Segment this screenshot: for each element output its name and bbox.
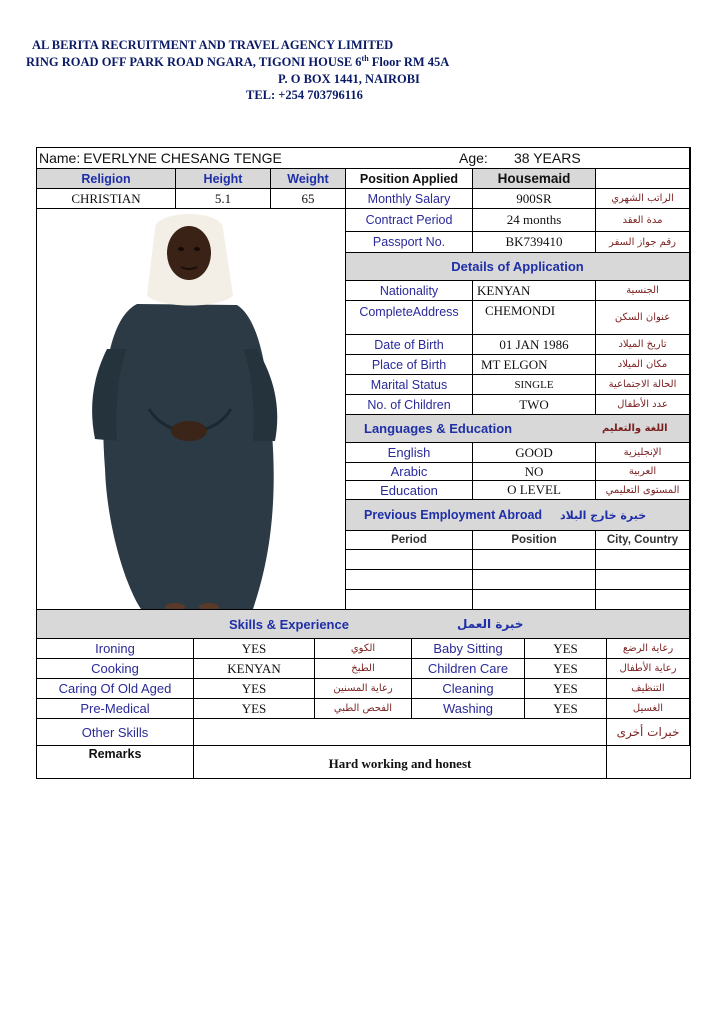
monthly-salary-label: Monthly Salary (346, 189, 473, 209)
remarks-value: Hard working and honest (194, 746, 607, 778)
monthly-salary-value: 900SR (473, 189, 596, 209)
remarks-blank (607, 746, 690, 778)
address-label: CompleteAddress (346, 301, 473, 335)
employment-row-3-city (596, 590, 690, 610)
skill-premedical-value: YES (194, 699, 315, 719)
passport-value: BK739410 (473, 232, 596, 253)
dob-value: 01 JAN 1986 (473, 335, 596, 355)
pob-value: MT ELGON (473, 355, 596, 375)
employment-period-header: Period (346, 531, 473, 550)
application-form (36, 147, 691, 779)
candidate-name: EVERLYNE CHESANG TENGE (83, 150, 282, 166)
skill-premedical-label: Pre-Medical (37, 699, 194, 719)
candidate-photo (37, 209, 346, 610)
religion-value: CHRISTIAN (37, 189, 176, 209)
marital-status-value: SINGLE (473, 375, 596, 395)
position-applied-value: Housemaid (473, 169, 596, 189)
skill-washing-value: YES (525, 699, 607, 719)
skill-cleaning-value: YES (525, 679, 607, 699)
languages-title-arabic: اللغة والتعليم (602, 423, 668, 434)
skill-childcare-label: Children Care (412, 659, 525, 679)
remarks-label: Remarks (37, 746, 194, 778)
nationality-value: KENYAN (473, 281, 596, 301)
pob-label: Place of Birth (346, 355, 473, 375)
nationality-label: Nationality (346, 281, 473, 301)
employment-title-arabic: خبرة خارج البلاد (560, 508, 647, 522)
skill-eldercare-value: YES (194, 679, 315, 699)
skills-title-text: Skills & Experience (229, 616, 349, 632)
agency-address (26, 55, 449, 70)
contract-period-value: 24 months (473, 209, 596, 232)
address-sup: th (361, 53, 369, 63)
other-skills-label: Other Skills (37, 719, 194, 746)
skill-washing-label: Washing (412, 699, 525, 719)
children-arabic: عدد الأطفال (596, 395, 690, 415)
skills-title-arabic: خبرة العمل (457, 617, 524, 631)
skill-eldercare-label: Caring Of Old Aged (37, 679, 194, 699)
employment-row-3-position (473, 590, 596, 610)
education-label: Education (346, 481, 473, 500)
skill-cleaning-arabic: التنظيف (607, 679, 690, 699)
education-arabic: المستوى التعليمي (596, 481, 690, 500)
person-image (37, 209, 346, 610)
name-label: Name: (39, 150, 81, 166)
skill-ironing-label: Ironing (37, 639, 194, 659)
height-value: 5.1 (176, 189, 271, 209)
address-arabic: عنوان السكن (596, 301, 690, 335)
skill-babysitting-label: Baby Sitting (412, 639, 525, 659)
dob-arabic: تاريخ الميلاد (596, 335, 690, 355)
address-value: CHEMONDI (473, 301, 596, 335)
nationality-arabic: الجنسية (596, 281, 690, 301)
contract-period-arabic: مدة العقد (596, 209, 690, 232)
agency-name: AL BERITA RECRUITMENT AND TRAVEL AGENCY LIMITED (32, 38, 394, 52)
english-arabic: الإنجليزية (596, 443, 690, 463)
monthly-salary-arabic: الراتب الشهري (596, 189, 690, 209)
skill-cooking-arabic: الطبخ (315, 659, 412, 679)
contract-period-label: Contract Period (346, 209, 473, 232)
english-value: GOOD (473, 443, 596, 463)
employment-row-3-period (346, 590, 473, 610)
employment-section-title (346, 500, 690, 531)
address-text: RING ROAD OFF PARK ROAD NGARA, TIGONI HOUSE 6 (26, 55, 362, 69)
passport-arabic: رقم جواز السفر (596, 232, 690, 253)
arabic-value: NO (473, 463, 596, 481)
marital-status-label: Marital Status (346, 375, 473, 395)
skill-premedical-arabic: الفحص الطبي (315, 699, 412, 719)
position-blank (596, 169, 690, 189)
skill-childcare-value: YES (525, 659, 607, 679)
other-skills-value (194, 719, 607, 746)
employment-row-2-position (473, 570, 596, 590)
employment-row-2-city (596, 570, 690, 590)
height-header: Height (176, 169, 271, 189)
employment-title-text: Previous Employment Abroad (364, 508, 543, 522)
skill-babysitting-value: YES (525, 639, 607, 659)
weight-header: Weight (271, 169, 346, 189)
languages-title-text: Languages & Education (364, 421, 513, 436)
religion-header: Religion (37, 169, 176, 189)
skill-ironing-arabic: الكوي (315, 639, 412, 659)
employment-row-2-period (346, 570, 473, 590)
weight-value: 65 (271, 189, 346, 209)
skill-childcare-arabic: رعاية الأطفال (607, 659, 690, 679)
skill-washing-arabic: الغسيل (607, 699, 690, 719)
skill-ironing-value: YES (194, 639, 315, 659)
languages-section-title (346, 415, 690, 443)
arabic-arabic: العربية (596, 463, 690, 481)
skill-eldercare-arabic: رعاية المسنين (315, 679, 412, 699)
marital-status-arabic: الحالة الاجتماعية (596, 375, 690, 395)
employment-position-header: Position (473, 531, 596, 550)
candidate-age: 38 YEARS (514, 150, 581, 166)
skill-babysitting-arabic: رعاية الرضع (607, 639, 690, 659)
pob-arabic: مكان الميلاد (596, 355, 690, 375)
employment-city-header: City, Country (596, 531, 690, 550)
employment-row-1-city (596, 550, 690, 570)
education-value: O LEVEL (473, 481, 596, 500)
skill-cooking-label: Cooking (37, 659, 194, 679)
details-section-title: Details of Application (346, 253, 690, 281)
arabic-label: Arabic (346, 463, 473, 481)
passport-label: Passport No. (346, 232, 473, 253)
english-label: English (346, 443, 473, 463)
other-skills-arabic: خبرات أخرى (607, 719, 690, 746)
children-value: TWO (473, 395, 596, 415)
address-text-end: Floor RM 45A (368, 55, 450, 69)
agency-tel: TEL: +254 703796116 (246, 88, 363, 102)
dob-label: Date of Birth (346, 335, 473, 355)
skills-section-title (37, 610, 690, 639)
name-row (37, 148, 690, 169)
children-label: No. of Children (346, 395, 473, 415)
age-label: Age: (459, 150, 488, 166)
employment-row-1-period (346, 550, 473, 570)
position-applied-label: Position Applied (346, 169, 473, 189)
skill-cooking-value: KENYAN (194, 659, 315, 679)
skill-cleaning-label: Cleaning (412, 679, 525, 699)
agency-pobox: P. O BOX 1441, NAIROBI (278, 72, 420, 86)
employment-row-1-position (473, 550, 596, 570)
